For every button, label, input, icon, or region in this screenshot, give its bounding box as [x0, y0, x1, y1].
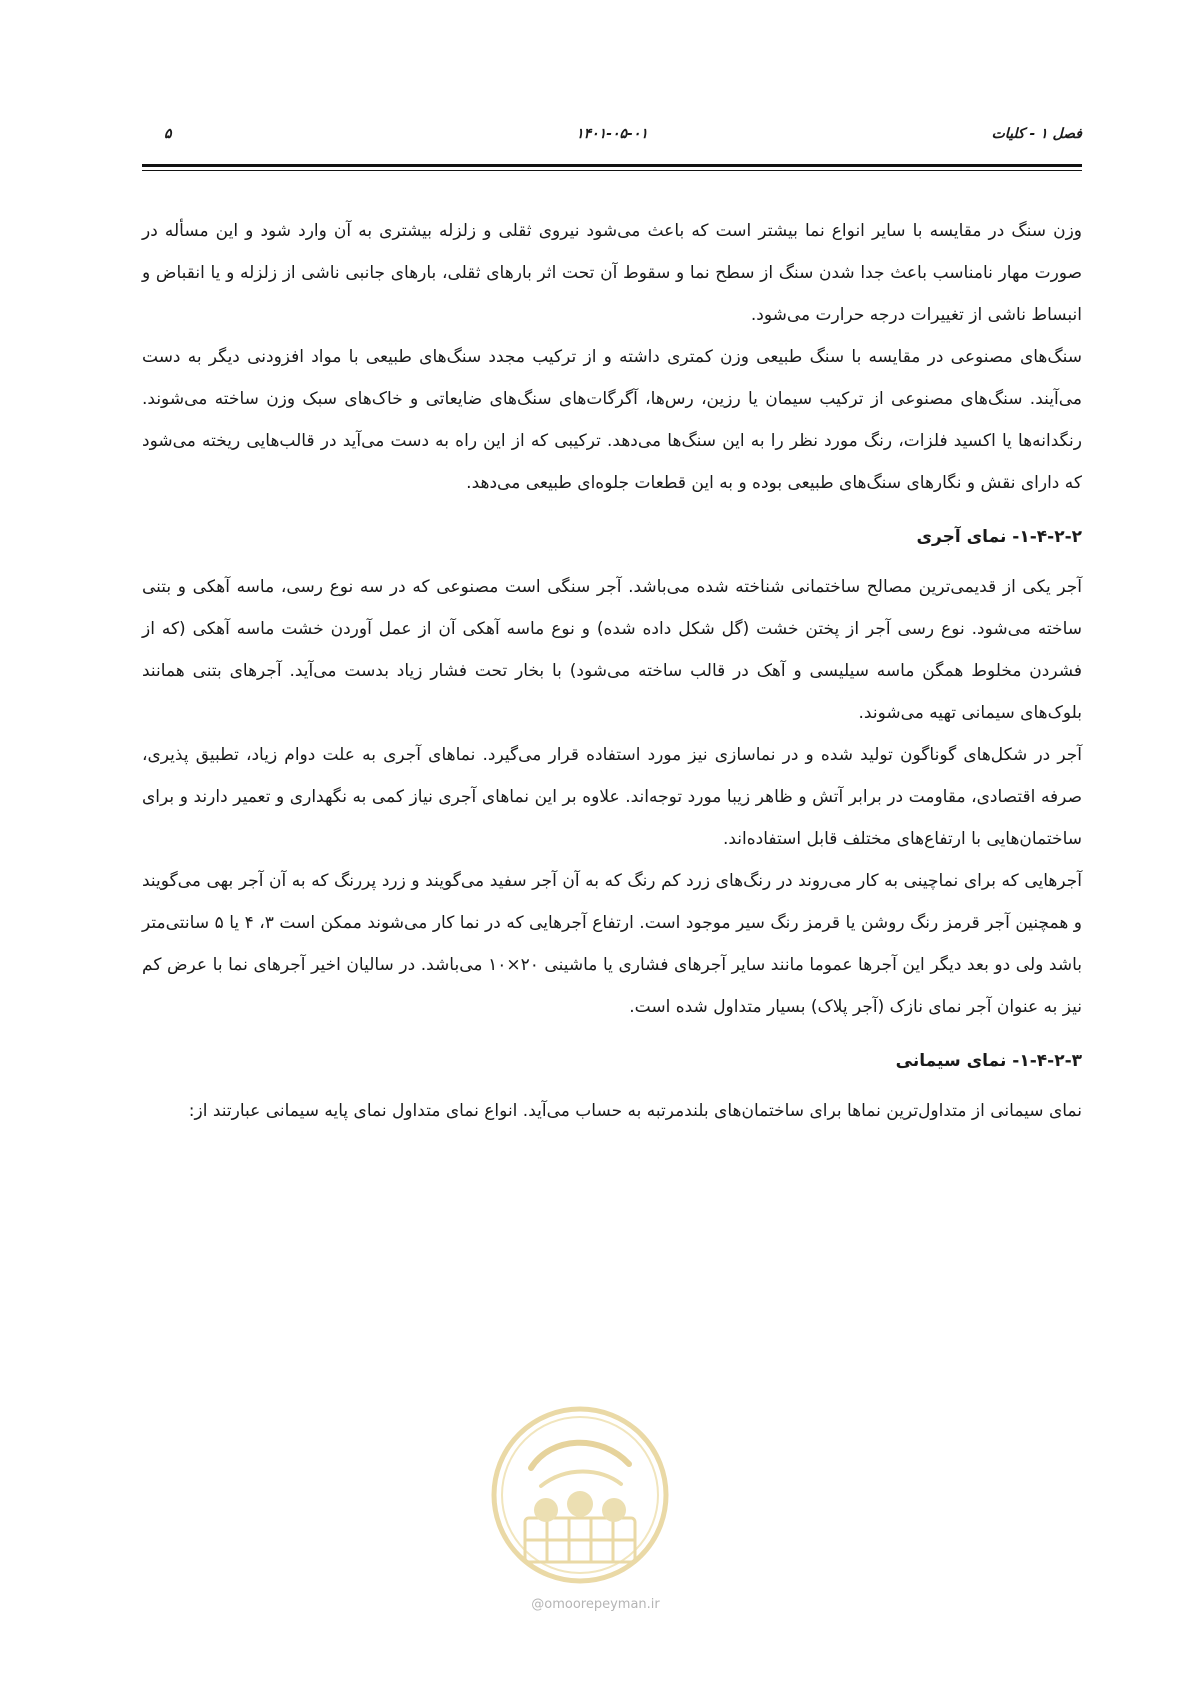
watermark-seal-logo: [491, 1406, 669, 1584]
paragraph-brick-colors: آجرهایی که برای نماچینی به کار می‌روند در رنگ‌های زرد کم رنگ که به آن آجر سفید می‌گویند و زرد پررنگ که به آن آجر بهی می‌گویند و همچنین آجر قرمز رنگ روشن یا قرمز رنگ سیر موجود است. ارتفاع آجرهایی که در نما کار می‌شوند ممکن است ۳، ۴ یا ۵ سانتی‌متر باشد ولی دو بعد دیگر این آجرها عموما مانند سایر آجرهای فشاری یا ماشینی ۲۰×۱۰ می‌باشد. در سالیان اخیر آجرهای نما با عرض کم نیز به عنوان آجر نمای نازک (آجر پلاک) بسیار متداول شده است.: [142, 871, 1083, 1017]
paragraph-artificial-stone: سنگ‌های مصنوعی در مقایسه با سنگ طبیعی وزن کمتری داشته و از ترکیب مجدد سنگ‌های طبیعی با مواد افزودنی دیگر به دست می‌آیند. سنگ‌های مصنوعی از ترکیب سیمان یا رزین، رس‌ها، آگرگات‌های سنگ‌های ضایعاتی و خاک‌های سبک وزن ساخته می‌شوند. رنگدانه‌ها یا اکسید فلزات، رنگ مورد نظر را به این سنگ‌ها می‌دهد. ترکیبی که از این راه به دست می‌آید در قالب‌هایی ریخته می‌شود که دارای نقش و نگارهای سنگ‌های طبیعی بوده و به این قطعات جلوه‌ای طبیعی می‌دهد.: [142, 347, 1082, 493]
watermark-website: @omoorepeyman.ir: [531, 1597, 660, 1612]
header-rule-thin: [142, 170, 1082, 171]
section-heading-cement-facade: ۱-۴-۲-۳- نمای سیمانی: [895, 1051, 1082, 1071]
paragraph-brick-intro: آجر یکی از قدیمی‌ترین مصالح ساختمانی شناخته شده می‌باشد. آجر سنگی است مصنوعی که در سه نوع رسی، ماسه آهکی و بتنی ساخته می‌شود. نوع رسی آجر از پختن خشت (گل شکل داده شده) و نوع ماسه آهکی آن از عمل آوردن خشت ماسه آهکی (که از فشردن مخلوط همگن ماسه سیلیسی و آهک در قالب ساخته می‌شود) با بخار تحت فشار زیاد بدست می‌آید. آجرهای بتنی همانند بلوک‌های سیمانی تهیه می‌شوند.: [142, 577, 1082, 723]
paragraph-brick-shapes: آجر در شکل‌های گوناگون تولید شده و در نماسازی نیز مورد استفاده قرار می‌گیرد. نماهای آجری به علت دوام زیاد، تطبیق پذیری، صرفه اقتصادی، مقاومت در برابر آتش و ظاهر زیبا مورد توجه‌اند. علاوه بر این نماهای آجری نیاز کمی به نگهداری و تعمیر دارند و برای ساختمان‌هایی با ارتفاع‌های مختلف قابل استفاده‌اند.: [142, 745, 1082, 849]
page-header: [142, 122, 1082, 148]
body-text: [142, 210, 1082, 1132]
paragraph-cement-facade: نمای سیمانی از متداول‌ترین نماها برای ساختمان‌های بلندمرتبه به حساب می‌آید. انواع نمای متداول نمای پایه سیمانی عبارتند از:: [188, 1101, 1082, 1121]
chapter-title: فصل ۱ - کلیات: [991, 126, 1082, 142]
section-heading-brick-facade: ۱-۴-۲-۲- نمای آجری: [916, 527, 1082, 547]
page-number: ۵: [164, 126, 172, 142]
header-rule-thick: [142, 164, 1082, 167]
paragraph-stone-weight: وزن سنگ در مقایسه با سایر انواع نما بیشتر است که باعث می‌شود نیروی ثقلی و زلزله بیشتری به آن وارد شود و این مسأله در صورت مهار نامناسب باعث جدا شدن سنگ از سطح نما و سقوط آن تحت اثر بارهای ثقلی، بارهای جانبی ناشی از زلزله و یا انقباض و انبساط ناشی از تغییرات درجه حرارت می‌شود.: [142, 221, 1082, 325]
header-date: ۱۴۰۱-۰۵-۰۱: [576, 126, 648, 142]
